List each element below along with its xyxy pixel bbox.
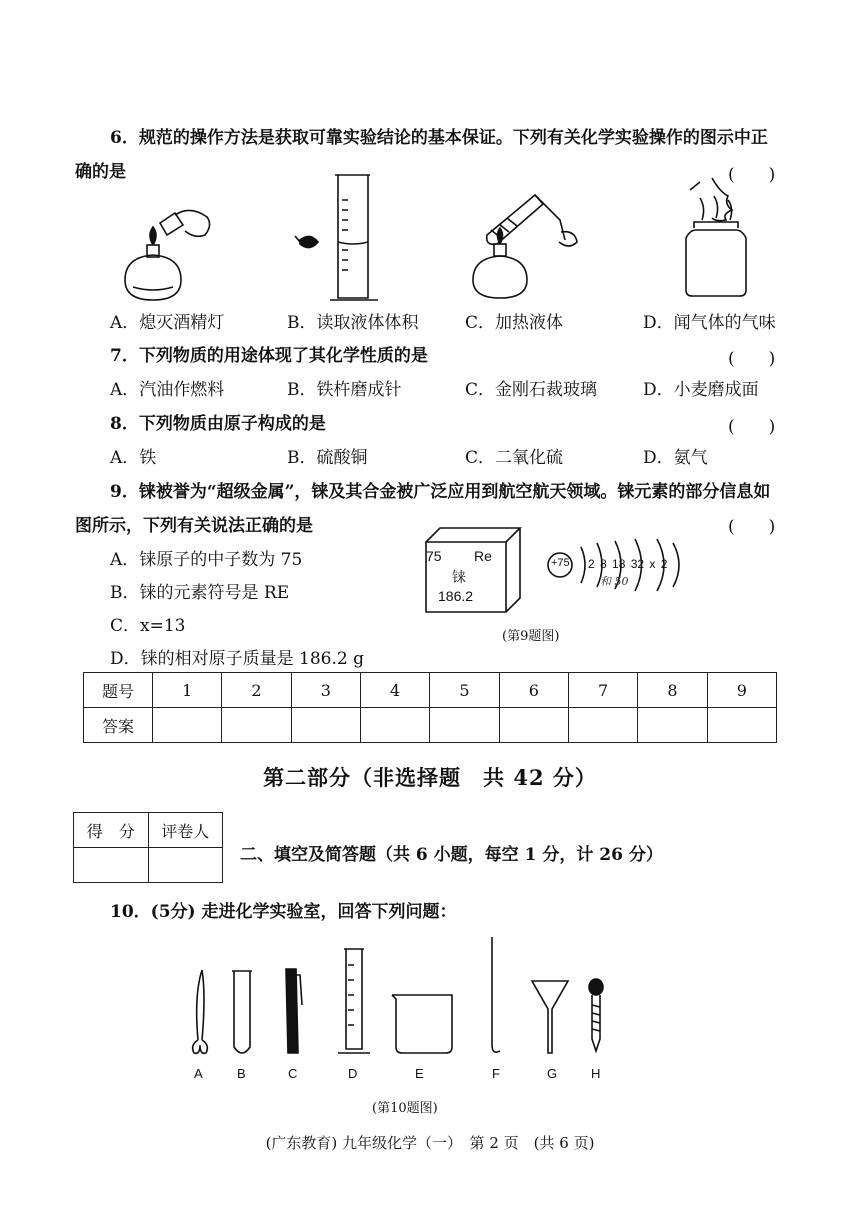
q9-option-c[interactable]: C．x=13 [110, 616, 186, 636]
q6-option-d[interactable]: D．闻气体的气味 [643, 313, 776, 333]
q6-figure-b [290, 170, 400, 305]
q7-option-a[interactable]: A．汽油作燃料 [110, 380, 225, 400]
q8-option-b[interactable]: B．硫酸铜 [287, 448, 368, 468]
q6-answer-paren: ( ) [728, 165, 776, 185]
q8-answer-paren: ( ) [728, 417, 776, 437]
q9-element-name: 铼 [452, 570, 466, 586]
q9-atomic-number: 75 [426, 548, 442, 564]
q9-figure-caption: (第9题图) [502, 629, 560, 644]
answer-table-number: 7 [568, 673, 637, 708]
grader-label: 评卷人 [148, 813, 223, 848]
q6-figure-c [465, 180, 585, 305]
q10-label-d: D [348, 1066, 358, 1081]
answer-table-number: 4 [360, 673, 429, 708]
q6-stem-line1: 6．规范的操作方法是获取可靠实验结论的基本保证。下列有关化学实验操作的图示中正 [110, 128, 768, 148]
q10-label-h: H [591, 1066, 601, 1081]
q9-element-box [426, 548, 506, 564]
answer-table [83, 672, 777, 743]
answer-table-header-label: 题号 [84, 673, 153, 708]
answer-cell[interactable] [222, 708, 291, 743]
answer-cell[interactable] [360, 708, 429, 743]
q6-figure-d [672, 178, 782, 303]
score-label: 得 分 [74, 813, 149, 848]
answer-table-number: 6 [499, 673, 568, 708]
answer-table-answer-label: 答案 [84, 708, 153, 743]
q10-label-e: E [415, 1066, 424, 1081]
part2-title: 第二部分（非选择题 共 42 分） [263, 765, 597, 790]
q9-option-a[interactable]: A．铼原子的中子数为 75 [110, 550, 303, 570]
answer-cell[interactable] [707, 708, 776, 743]
answer-table-number: 9 [707, 673, 776, 708]
q10-label-a: A [194, 1066, 203, 1081]
q10-label-c: C [288, 1066, 298, 1081]
answer-cell[interactable] [499, 708, 568, 743]
q6-option-c[interactable]: C．加热液体 [465, 313, 564, 333]
score-cell[interactable] [74, 848, 149, 883]
q6-stem-line2: 确的是 [75, 162, 126, 182]
page-footer: (广东教育) 九年级化学（一） 第 2 页 (共 6 页) [265, 1134, 595, 1152]
answer-table-answer-row [84, 708, 777, 743]
q7-option-d[interactable]: D．小麦磨成面 [643, 380, 759, 400]
q9-stem-line2: 图所示，下列有关说法正确的是 [75, 516, 313, 536]
answer-table-number: 1 [153, 673, 222, 708]
score-box [73, 812, 223, 883]
q6-figure-a [115, 205, 225, 305]
q9-element-symbol: Re [474, 548, 492, 564]
q6-option-a[interactable]: A．熄灭酒精灯 [110, 313, 225, 333]
q9-stem-line1: 9．铼被誉为“超级金属”，铼及其合金被广泛应用到航空航天领域。铼元素的部分信息如 [110, 482, 771, 502]
q8-stem: 8．下列物质由原子构成的是 [110, 414, 326, 434]
q9-answer-paren: ( ) [728, 517, 776, 537]
q9-atomic-mass: 186.2 [438, 588, 474, 604]
q10-apparatus [180, 935, 620, 1060]
answer-table-header-row [84, 673, 777, 708]
q10-label-f: F [492, 1066, 500, 1081]
q9-electron-shells: 2 8 18 32 x 2 [588, 557, 668, 571]
q7-stem: 7．下列物质的用途体现了其化学性质的是 [110, 346, 428, 366]
q7-answer-paren: ( ) [728, 349, 776, 369]
q7-option-c[interactable]: C．金刚石裁玻璃 [465, 380, 598, 400]
answer-table-number: 3 [291, 673, 360, 708]
answer-cell[interactable] [568, 708, 637, 743]
answer-table-number: 5 [430, 673, 499, 708]
q10-label-b: B [237, 1066, 246, 1081]
answer-table-number: 2 [222, 673, 291, 708]
q10-figure-caption: (第10题图) [372, 1101, 438, 1116]
q8-option-c[interactable]: C．二氧化硫 [465, 448, 564, 468]
answer-cell[interactable] [291, 708, 360, 743]
q9-handwritten-note: 和 50 [600, 575, 629, 588]
answer-table-number: 8 [638, 673, 707, 708]
section2-title: 二、填空及简答题（共 6 小题，每空 1 分，计 26 分） [240, 845, 663, 865]
answer-cell[interactable] [153, 708, 222, 743]
q10-label-g: G [547, 1066, 558, 1081]
q7-option-b[interactable]: B．铁杵磨成针 [287, 380, 402, 400]
q9-nucleus-charge: +75 [551, 557, 570, 569]
grader-cell[interactable] [148, 848, 223, 883]
q8-option-d[interactable]: D．氨气 [643, 448, 708, 468]
answer-cell[interactable] [430, 708, 499, 743]
q8-option-a[interactable]: A．铁 [110, 448, 157, 468]
q9-option-d[interactable]: D．铼的相对原子质量是 186.2 g [110, 649, 364, 669]
q6-option-b[interactable]: B．读取液体体积 [287, 313, 419, 333]
q10-stem: 10．(5分) 走进化学实验室，回答下列问题： [110, 902, 457, 922]
answer-cell[interactable] [638, 708, 707, 743]
q9-option-b[interactable]: B．铼的元素符号是 RE [110, 583, 290, 603]
